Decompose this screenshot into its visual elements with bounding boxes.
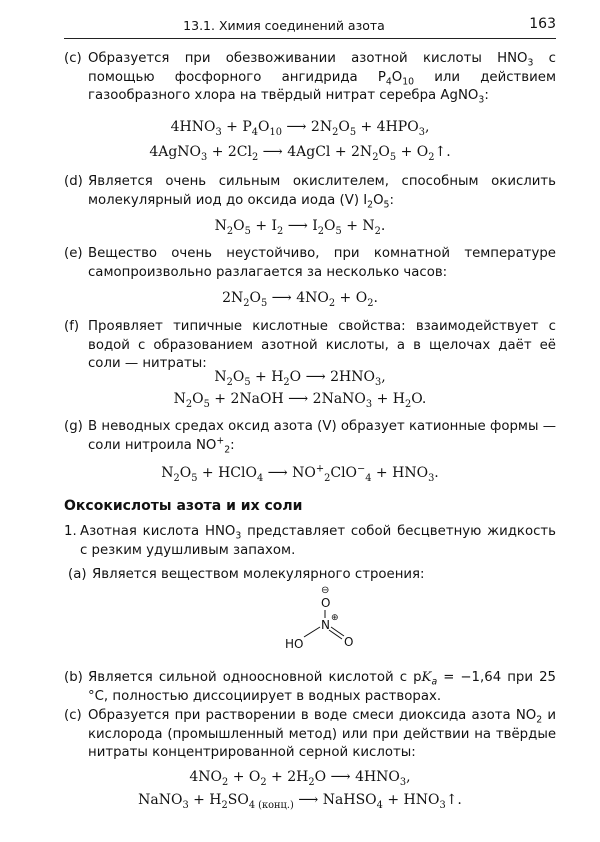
item-text: Является веществом молекулярного строения:	[92, 567, 425, 582]
item-c-nitric-acid-formation	[64, 707, 556, 763]
item-f-acidic-properties	[64, 318, 556, 374]
atom-o-top: O	[321, 596, 331, 610]
item-text: В неводных средах оксид азота (V) образует катионные формы — соли нитроила $NO^+_2$:	[88, 419, 556, 456]
reaction-arrow: ⟶	[263, 465, 293, 481]
positive-charge: ⊕	[331, 613, 339, 623]
item-text: Образуется при растворении в воде смеси диоксида азота $NO_2$ и кислорода (промышленный метод) или при действии на твёрдые нитраты концентрированной серной кислоты:	[88, 708, 556, 760]
item-b-strong-acid	[64, 669, 556, 706]
item-label: (c)	[64, 51, 82, 66]
equation-f2: $N_2O_5$ + 2NaOH ⟶ 2NaNO$_3$ + $H_2O$.	[173, 391, 427, 410]
atom-n: N	[321, 618, 330, 632]
atom-ho: HO	[285, 637, 304, 651]
item-text: Проявляет типичные кислотные свойства: взаимодействует с водой с образованием азотной кислоты, а в щелочах даёт её соли — нитраты:	[88, 319, 556, 371]
item-label: (e)	[64, 246, 83, 261]
reaction-arrow: ⟶	[301, 369, 331, 385]
equation-c1a: $4HNO_3 + P_4O_{10}$ ⟶ $2N_2O_5 + 4HPO_3$,	[170, 119, 430, 138]
reaction-arrow: ⟶	[267, 290, 297, 306]
item-text: Азотная кислота $HNO_3$ представляет собой бесцветную жидкость с резким удушливым запахом.	[80, 524, 556, 558]
reaction-arrow: ⟶	[293, 792, 323, 808]
item-c-dinitrogen-pentoxide-formation	[64, 50, 556, 106]
item-text: Является сильной одноосновной кислотой с $pK_a = -1,64$ при 25 °C, полностью диссоциирует в водных растворах.	[88, 670, 556, 704]
item-label: (c)	[64, 708, 82, 723]
page-number: 163	[529, 16, 556, 32]
negative-charge: ⊖	[321, 585, 330, 596]
item-text: Вещество очень неустойчиво, при комнатной температуре самопроизвольно разлагается за несколько часов:	[88, 246, 556, 280]
equation-c2a: $4NO_2 + O_2 + 2H_2O$ ⟶ $4HNO_3$,	[189, 769, 411, 788]
running-title: 13.1. Химия соединений азота	[183, 18, 385, 33]
equation-d: $N_2O_5 + I_2$ ⟶ $I_2O_5 + N_2$.	[214, 218, 386, 237]
page-header	[64, 16, 556, 36]
item-label: (d)	[64, 174, 83, 189]
item-e-instability	[64, 245, 556, 282]
item-text: Является очень сильным окислителем, способным окислить молекулярный иод до оксида иода (V) $I_2O_5$:	[88, 174, 556, 211]
reaction-arrow: ⟶	[281, 119, 311, 135]
item-label: (b)	[64, 670, 83, 685]
item-text: Образуется при обезвоживании азотной кислоты $HNO_3$ с помощью фосфорного ангидрида $P_4O_{10}$ или действием газообразного хлора на твёрдый нитрат серебра AgNO$_3$:	[88, 51, 556, 106]
equation-f1: $N_2O_5 + H_2O$ ⟶ $2HNO_3$,	[214, 369, 386, 388]
header-rule	[64, 38, 556, 39]
item-label: (f)	[64, 319, 80, 334]
section-heading: Оксокислоты азота и их соли	[64, 498, 303, 514]
item-d-oxidizer	[64, 173, 556, 210]
equation-g: $N_2O_5$ + HClO$_4$ ⟶ $NO^+_2ClO^-_4 + HNO_3$.	[161, 463, 439, 484]
item-label: (g)	[64, 419, 83, 434]
item-1-nitric-acid	[64, 523, 556, 560]
equation-e: $2N_2O_5$ ⟶ $4NO_2 + O_2$.	[222, 290, 378, 309]
reaction-arrow: ⟶	[258, 144, 288, 160]
equation-c2b: NaNO$_3$ + $H_2SO_{4 (конц.)}$ ⟶ NaHSO$_4$ + $HNO_3↑$.	[138, 792, 462, 811]
atom-o-right: O	[344, 635, 354, 649]
reaction-arrow: ⟶	[326, 769, 356, 785]
reaction-arrow: ⟶	[283, 391, 313, 407]
item-g-nitroyl-salts	[64, 418, 556, 455]
item-label: (a)	[68, 567, 87, 582]
item-a-molecular-structure	[68, 566, 560, 585]
reaction-arrow: ⟶	[283, 218, 313, 234]
equation-c1b: 4AgNO$_3$ + $2Cl_2$ ⟶ 4AgCl + $2N_2O_5$ + $O_2↑$.	[149, 144, 451, 163]
nitric-acid-structure	[280, 585, 360, 655]
item-label: 1.	[64, 524, 77, 539]
